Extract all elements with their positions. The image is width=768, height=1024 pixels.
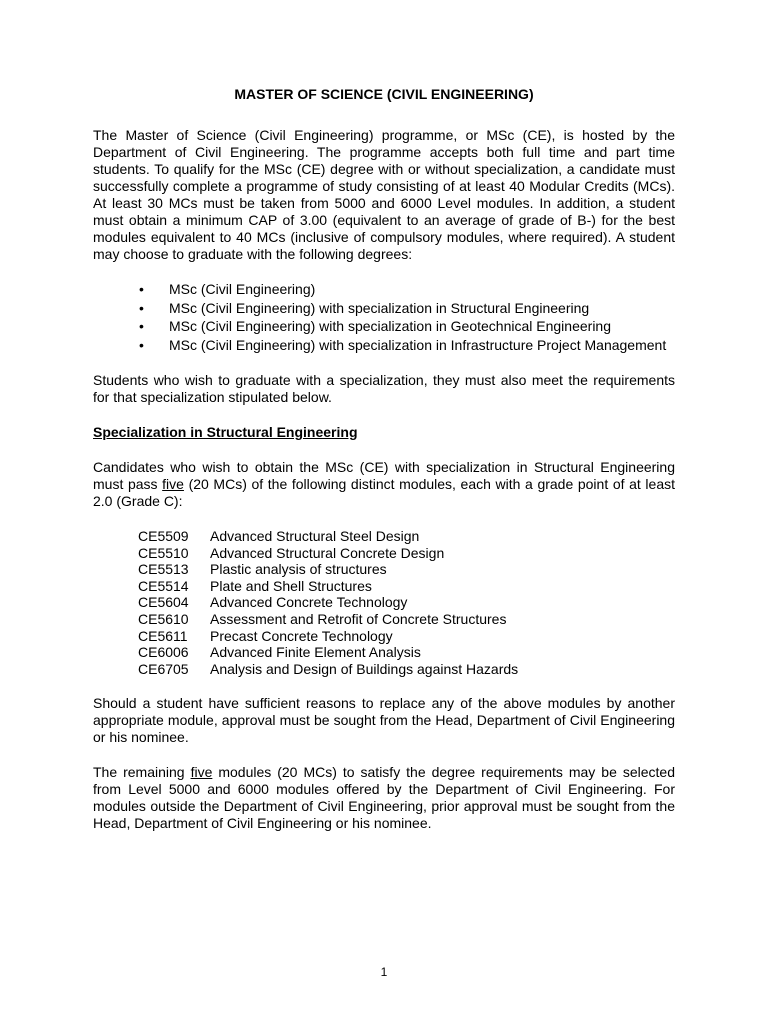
module-table xyxy=(138,528,518,677)
emphasis-five: five xyxy=(162,476,184,492)
module-name: Advanced Finite Element Analysis xyxy=(210,644,421,661)
table-row xyxy=(138,578,518,595)
module-code: CE5509 xyxy=(138,528,189,544)
emphasis-five: five xyxy=(190,764,213,781)
table-row xyxy=(138,611,518,628)
module-code: CE5604 xyxy=(138,594,189,611)
table-row xyxy=(138,528,518,545)
module-name: Precast Concrete Technology xyxy=(210,627,393,644)
module-name: Advanced Concrete Technology xyxy=(210,594,408,611)
list-item: • MSc (Civil Engineering) with specialization in Infrastructure Project Management xyxy=(139,336,667,353)
module-name: Analysis and Design of Buildings against Hazards xyxy=(210,660,519,677)
table-row xyxy=(138,661,518,678)
degree-list xyxy=(93,280,675,354)
module-code: CE5514 xyxy=(138,577,189,594)
module-name: Advanced Structural Concrete Design xyxy=(210,544,445,561)
table-row xyxy=(138,628,518,645)
module-code: CE6006 xyxy=(138,644,189,661)
table-row xyxy=(138,594,518,611)
module-name: Advanced Structural Steel Design xyxy=(210,528,420,544)
table-row xyxy=(138,561,518,578)
bullet-icon: • xyxy=(139,336,144,353)
module-name: Plate and Shell Structures xyxy=(210,577,372,594)
bullet-icon: • xyxy=(139,281,144,297)
bullet-icon: • xyxy=(139,318,144,334)
candidates-paragraph: Candidates who wish to obtain the MSc (CE) with specialization in Structural Engineering must pass five (20 MCs) of the following distinct modules, each with a grade point of at least 2.0 (Grade C): xyxy=(93,459,675,509)
module-name: Plastic analysis of structures xyxy=(210,561,387,578)
page-title: MASTER OF SCIENCE (CIVIL ENGINEERING) xyxy=(234,86,534,102)
intro-paragraph: The Master of Science (Civil Engineering) programme, or MSc (CE), is hosted by the Department of Civil Engineering. The programme accepts both full time and part time students. To qualify for the MSc (CE) degree with or without specialization, a candidate must successfully complete a programme of study consisting of at least 40 Modular Credits (MCs). At least 30 MCs must be taken from 5000 and 6000 Level modules. In addition, a student must obtain a minimum CAP of 3.00 (equivalent to an average of grade of B-) for the best modules equivalent to 40 MCs (inclusive of compulsory modules, where required). A student may choose to graduate with the following degrees: xyxy=(93,127,675,262)
document-page xyxy=(93,86,675,832)
page-number: 1 xyxy=(380,965,388,979)
list-item: • MSc (Civil Engineering) with specialization in Structural Engineering xyxy=(139,299,590,316)
module-code: CE5611 xyxy=(138,627,188,644)
table-row xyxy=(138,644,518,661)
list-item: • MSc (Civil Engineering) with specialization in Geotechnical Engineering xyxy=(139,318,611,334)
bullet-icon: • xyxy=(139,299,144,316)
table-row xyxy=(138,545,518,562)
section-heading: Specialization in Structural Engineering xyxy=(93,424,358,440)
list-item: • MSc (Civil Engineering) xyxy=(139,281,316,297)
replace-note: Should a student have sufficient reasons to replace any of the above modules by another appropriate module, approval must be sought from the Head, Department of Civil Engineering or his nominee. xyxy=(93,695,675,746)
module-code: CE5610 xyxy=(138,610,189,627)
remaining-paragraph: The remaining five modules (20 MCs) to satisfy the degree requirements may be selected from Level 5000 and 6000 modules offered by the Department of Civil Engineering. For modules outside the Department of Civil Engineering, prior approval must be sought from the Head, Department of Civil Engineering or his nominee. xyxy=(93,764,675,832)
module-code: CE5510 xyxy=(138,544,189,561)
module-name: Assessment and Retrofit of Concrete Structures xyxy=(210,610,507,627)
module-code: CE5513 xyxy=(138,561,189,578)
specialization-note: Students who wish to graduate with a specialization, they must also meet the requirements for that specialization stipulated below. xyxy=(93,372,675,405)
module-code: CE6705 xyxy=(138,660,189,677)
